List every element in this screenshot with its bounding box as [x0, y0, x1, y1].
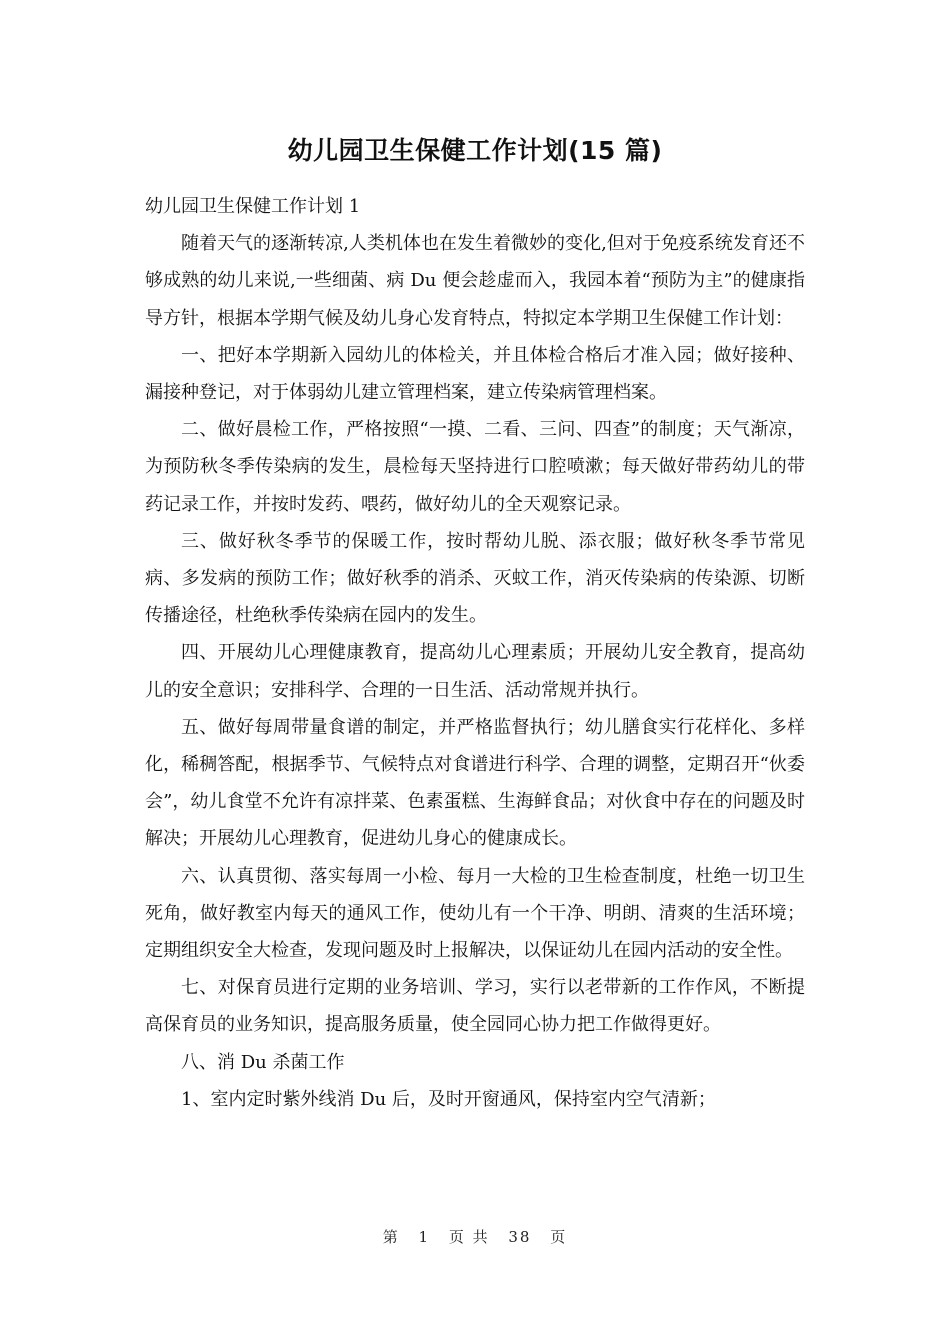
paragraph-item-1: 一、把好本学期新入园幼儿的体检关，并且体检合格后才准入园；做好接种、漏接种登记，对于体弱幼儿建立管理档案，建立传染病管理档案。 — [145, 344, 805, 404]
document-title: 幼儿园卫生保健工作计划(15 篇) — [287, 136, 663, 165]
document-body — [145, 188, 805, 1118]
footer-pages-suffix: 页 — [550, 1228, 568, 1246]
section-heading: 幼儿园卫生保健工作计划 1 — [145, 196, 361, 217]
paragraph-item-7: 七、对保育员进行定期的业务培训、学习，实行以老带新的工作作风，不断提高保育员的业务知识，提高服务质量，使全园同心协力把工作做得更好。 — [145, 977, 805, 1036]
paragraph-intro: 随着天气的逐渐转凉,人类机体也在发生着微妙的变化,但对于免疫系统发育还不够成熟的幼儿来说,一些细菌、病 Du 便会趁虚而入，我园本着“预防为主”的健康指导方针，根据本学期气候及幼儿身心发育特点，特拟定本学期卫生保健工作计划： — [145, 233, 805, 329]
paragraph-subitem-1: 1、室内定时紫外线消 Du 后，及时开窗通风，保持室内空气清新； — [181, 1088, 716, 1110]
footer-total-pages: 38 — [508, 1228, 532, 1246]
paragraph-item-5: 五、做好每周带量食谱的制定，并严格监督执行；幼儿膳食实行花样化、多样化，稀稠答配，根据季节、气候特点对食谱进行科学、合理的调整，定期召开“伙委会”，幼儿食堂不允许有凉拌菜、色素蛋糕、生海鲜食品；对伙食中存在的问题及时解决；开展幼儿心理教育，促进幼儿身心的健康成长。 — [145, 716, 805, 850]
paragraph-item-3: 三、做好秋冬季节的保暖工作，按时帮幼儿脱、添衣服；做好秋冬季节常见病、多发病的预防工作；做好秋季的消杀、灭蚊工作，消灭传染病的传染源、切断传播途径，杜绝秋季传染病在园内的发生。 — [145, 530, 805, 627]
paragraph-item-8: 八、消 Du 杀菌工作 — [181, 1051, 345, 1073]
footer-page-label: 第 — [382, 1228, 400, 1246]
paragraph-item-6: 六、认真贯彻、落实每周一小检、每月一大检的卫生检查制度，杜绝一切卫生死角，做好教室内每天的通风工作，使幼儿有一个干净、明朗、清爽的生活环境；定期组织安全大检查，发现问题及时上报解决，以保证幼儿在园内活动的安全性。 — [145, 865, 805, 962]
paragraph-item-4: 四、开展幼儿心理健康教育，提高幼儿心理素质；开展幼儿安全教育，提高幼儿的安全意识；安排科学、合理的一日生活、活动常规并执行。 — [145, 642, 805, 701]
paragraph-item-2: 二、做好晨检工作，严格按照“一摸、二看、三问、四查”的制度；天气渐凉，为预防秋冬季传染病的发生，晨检每天坚持进行口腔喷漱；每天做好带药幼儿的带药记录工作，并按时发药、喂药，做好幼儿的全天观察记录。 — [145, 419, 805, 515]
footer-page-number: 1 — [418, 1228, 431, 1246]
page-footer — [0, 1226, 950, 1247]
footer-of-label: 页 共 — [448, 1228, 490, 1246]
